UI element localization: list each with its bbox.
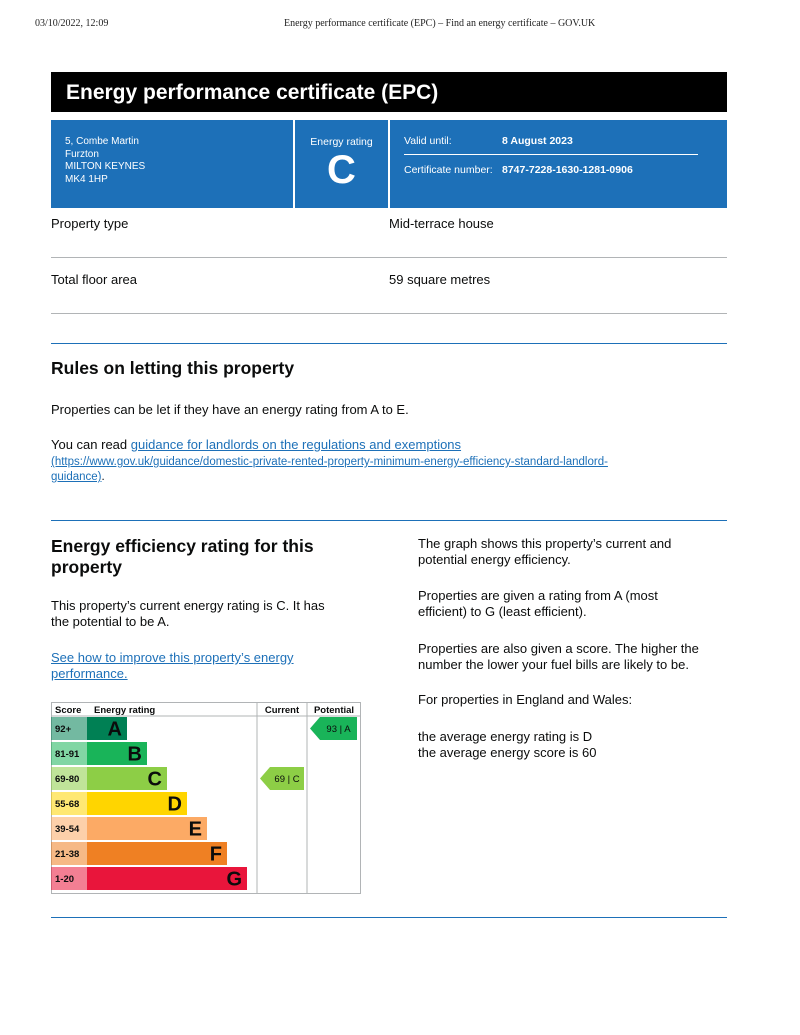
print-page-title: Energy performance certificate (EPC) – Find an energy certificate – GOV.UK xyxy=(284,18,596,29)
section-divider xyxy=(51,520,727,521)
energy-rating-letter: C xyxy=(327,148,356,192)
energy-rating-panel xyxy=(293,120,390,208)
energy-rating-chart xyxy=(51,702,361,894)
efficiency-heading xyxy=(51,536,314,578)
guidance-url-link-cont[interactable]: guidance) xyxy=(51,471,102,483)
section-divider xyxy=(51,917,727,918)
region-note: For properties in England and Wales: xyxy=(418,692,633,707)
improve-link-block xyxy=(51,650,294,682)
efficiency-heading-line: property xyxy=(51,557,122,577)
score-explanation xyxy=(418,641,699,673)
property-type-label: Property type xyxy=(51,216,129,231)
potential-rating-label: 93 | A xyxy=(326,724,351,735)
valid-until-value: 8 August 2023 xyxy=(502,135,573,147)
average-rating-line: the average energy rating is D xyxy=(418,729,593,744)
side-text-line: number the lower your fuel bills are likely to be. xyxy=(418,657,689,672)
band-range-f: 21-38 xyxy=(55,849,80,860)
certificate-number-row xyxy=(404,155,713,176)
energy-rating-header: Energy rating xyxy=(94,705,156,716)
current-rating-label: 69 | C xyxy=(274,774,300,785)
guidance-url-link[interactable]: (https://www.gov.uk/guidance/domestic-private-rented-property-minimum-energy-efficiency-standard-landlord- xyxy=(51,456,608,468)
side-text-line: The graph shows this property’s current and xyxy=(418,536,672,551)
band-range-a: 92+ xyxy=(55,724,72,735)
band-letter-d: D xyxy=(167,793,182,816)
current-rating-line: This property’s current energy rating is C. It has xyxy=(51,598,325,613)
current-rating-line: the potential to be A. xyxy=(51,614,170,629)
side-text-line: potential energy efficiency. xyxy=(418,552,571,567)
efficiency-heading-line: Energy efficiency rating for this xyxy=(51,536,314,556)
potential-header: Potential xyxy=(313,705,355,716)
side-text-line: Properties are also given a score. The higher the xyxy=(418,641,699,656)
improve-performance-link-cont[interactable]: performance. xyxy=(51,666,128,681)
band-letter-b: B xyxy=(127,743,142,766)
band-letter-a: A xyxy=(107,718,122,741)
certificate-number-label: Certificate number: xyxy=(404,164,493,176)
letting-guidance-paragraph xyxy=(51,437,727,453)
property-type-value: Mid-terrace house xyxy=(389,216,494,231)
rating-scale-explanation xyxy=(418,588,658,620)
guidance-prefix: You can read xyxy=(51,437,131,452)
band-bar-f xyxy=(87,842,227,865)
guidance-suffix: . xyxy=(101,471,105,483)
band-range-d: 55-68 xyxy=(55,799,80,810)
property-address xyxy=(51,120,293,208)
floor-area-label: Total floor area xyxy=(51,272,137,287)
band-letter-e: E xyxy=(188,818,202,841)
band-range-g: 1-20 xyxy=(55,874,75,885)
side-text-line: Properties are given a rating from A (most xyxy=(418,588,658,603)
energy-rating-label: Energy rating xyxy=(310,136,373,148)
print-header xyxy=(0,18,800,32)
property-type-row xyxy=(51,202,727,258)
floor-area-value: 59 square metres xyxy=(389,272,491,287)
band-range-c: 69-80 xyxy=(55,774,80,785)
landlord-guidance-link[interactable]: guidance for landlords on the regulations and exemptions xyxy=(130,437,462,452)
band-range-b: 81-91 xyxy=(55,749,80,760)
graph-explanation xyxy=(418,536,671,568)
certificate-details xyxy=(390,120,727,208)
certificate-number-value: 8747-7228-1630-1281-0906 xyxy=(502,164,633,176)
letting-paragraph: Properties can be let if they have an energy rating from A to E. xyxy=(51,402,409,417)
floor-area-row xyxy=(51,258,727,314)
address-line: Furzton xyxy=(65,148,99,160)
band-range-e: 39-54 xyxy=(55,824,80,835)
letting-heading: Rules on letting this property xyxy=(51,358,295,378)
valid-until-row xyxy=(404,135,698,155)
certificate-summary-box xyxy=(51,120,727,208)
energy-rating-graph xyxy=(51,702,361,894)
band-bar-g xyxy=(87,867,247,890)
current-rating-text xyxy=(51,598,325,630)
side-text-line: efficient) to G (least efficient). xyxy=(418,604,587,619)
band-letter-f: F xyxy=(209,843,222,866)
score-header: Score xyxy=(55,705,82,716)
valid-until-label: Valid until: xyxy=(404,135,452,147)
page-title: Energy performance certificate (EPC) xyxy=(51,72,727,112)
average-score-line: the average energy score is 60 xyxy=(418,745,597,760)
band-letter-g: G xyxy=(226,868,242,891)
print-datetime: 03/10/2022, 12:09 xyxy=(35,18,109,29)
average-rating xyxy=(418,729,597,761)
band-letter-c: C xyxy=(147,768,162,791)
guidance-url xyxy=(51,455,727,485)
address-line: MILTON KEYNES xyxy=(65,161,146,172)
address-line: 5, Combe Martin xyxy=(65,136,139,147)
section-divider xyxy=(51,343,727,344)
address-line: MK4 1HP xyxy=(65,173,108,185)
improve-performance-link[interactable]: See how to improve this property’s energy xyxy=(51,650,294,665)
current-header: Current xyxy=(264,705,300,716)
